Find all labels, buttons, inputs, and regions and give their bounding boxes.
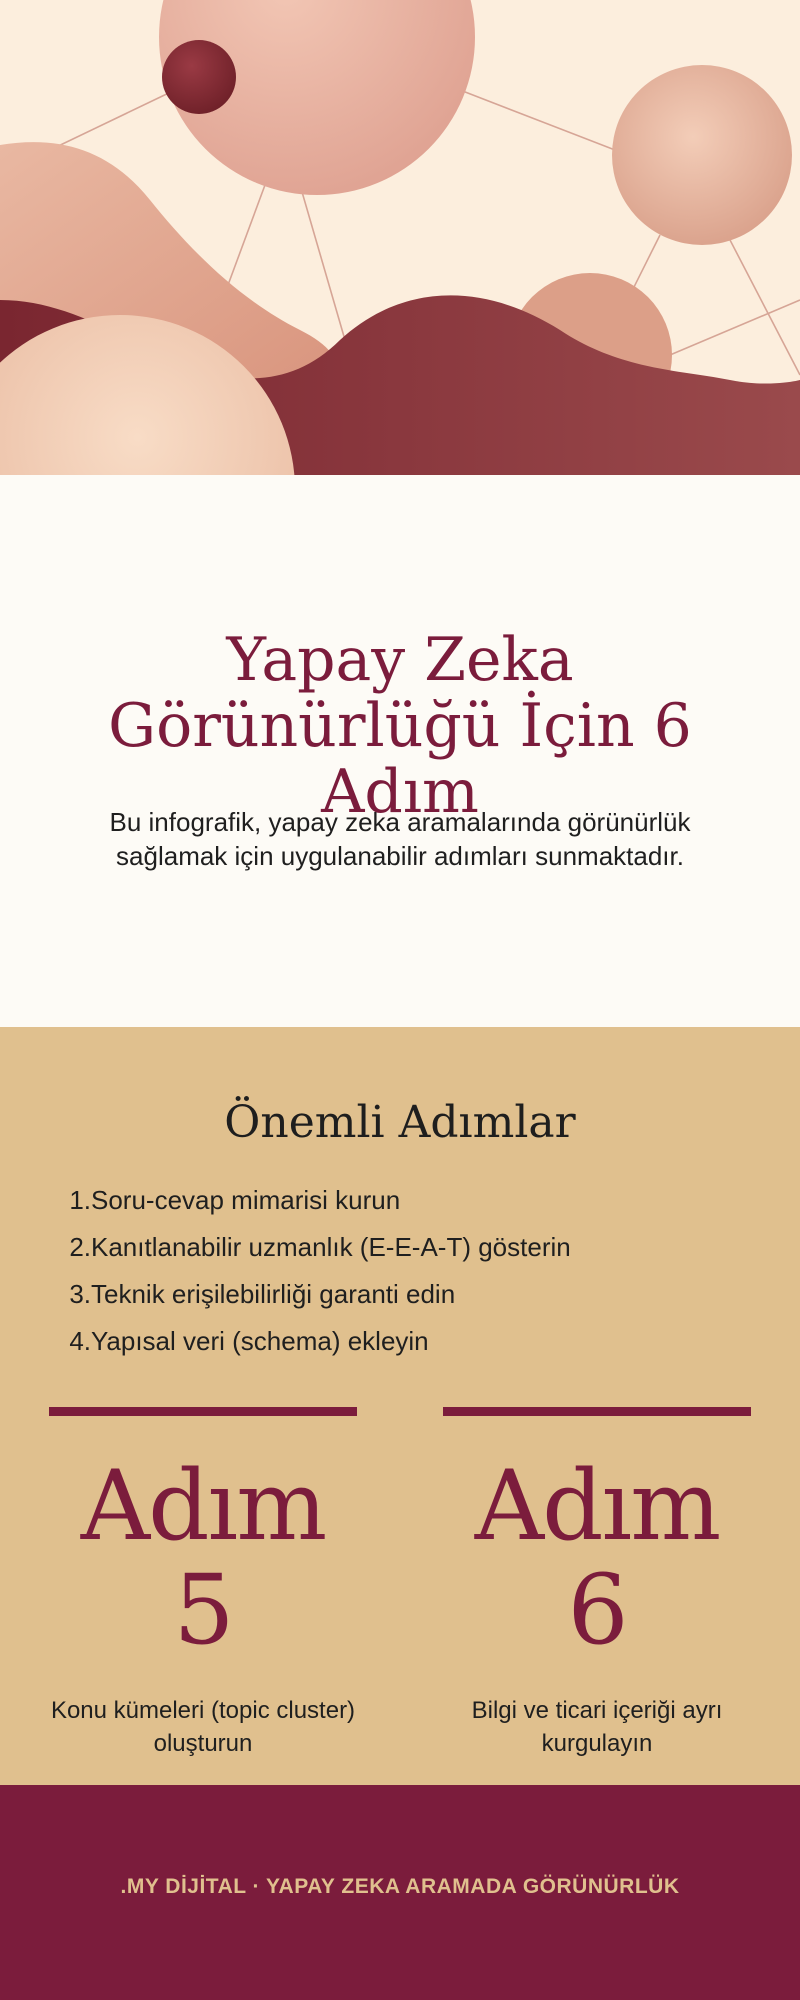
step-card-description: Konu kümeleri (topic cluster) oluşturun bbox=[50, 1697, 356, 1757]
step-text: Soru-cevap mimarisi kurun bbox=[91, 1185, 401, 1215]
step-cards bbox=[0, 1407, 800, 1757]
card-divider bbox=[443, 1407, 751, 1416]
right-sphere bbox=[612, 65, 792, 245]
key-steps-section bbox=[0, 1027, 800, 1785]
step-number: 4. bbox=[69, 1326, 91, 1356]
step-list bbox=[55, 1177, 571, 1365]
hero-illustration bbox=[0, 0, 800, 475]
step-number: 1. bbox=[69, 1185, 91, 1215]
step-text: Yapısal veri (schema) ekleyin bbox=[91, 1326, 429, 1356]
list-item bbox=[55, 1224, 571, 1271]
step-card-label: Adım 6 bbox=[474, 1450, 720, 1666]
step-card-5 bbox=[49, 1407, 357, 1757]
list-item bbox=[55, 1271, 571, 1318]
steps-heading: Önemli Adımlar bbox=[224, 1097, 576, 1148]
card-divider bbox=[49, 1407, 357, 1416]
step-text: Kanıtlanabilir uzmanlık (E-E-A-T) gösterin bbox=[91, 1232, 571, 1262]
footer bbox=[0, 1785, 800, 2000]
footer-text: .MY DİJİTAL · YAPAY ZEKA ARAMADA GÖRÜNÜRLÜK bbox=[120, 1875, 680, 1898]
step-card-6 bbox=[443, 1407, 751, 1757]
list-item bbox=[55, 1318, 571, 1365]
step-text: Teknik erişilebilirliği garanti edin bbox=[91, 1279, 456, 1309]
small-dark-sphere bbox=[162, 40, 236, 114]
page-subtitle: Bu infografik, yapay zeka aramalarında görünürlük sağlamak için uygulanabilir adımları sunmaktadır. bbox=[109, 807, 691, 871]
step-card-description: Bilgi ve ticari içeriği ayrı kurgulayın bbox=[471, 1697, 723, 1757]
step-number: 2. bbox=[69, 1232, 91, 1262]
step-number: 3. bbox=[69, 1279, 91, 1309]
list-item bbox=[55, 1177, 571, 1224]
step-card-label: Adım 5 bbox=[80, 1450, 326, 1666]
page-title: Yapay Zeka Görünürlüğü İçin 6 Adım bbox=[108, 625, 692, 827]
intro-section bbox=[0, 475, 800, 1027]
